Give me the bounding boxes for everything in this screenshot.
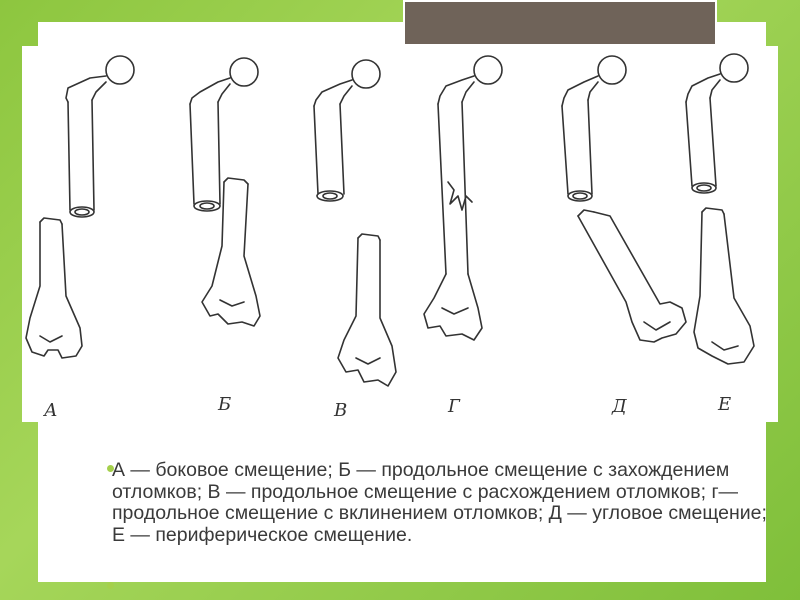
label-g: Г bbox=[448, 396, 460, 417]
bullet-dot-empty bbox=[107, 582, 114, 589]
fracture-displacement-figure bbox=[22, 46, 778, 422]
bone-d bbox=[562, 56, 686, 342]
label-d: Д bbox=[612, 396, 627, 417]
bone-g bbox=[424, 56, 502, 340]
bone-v bbox=[314, 60, 396, 386]
bone-b bbox=[190, 58, 260, 326]
bone-e bbox=[686, 54, 754, 364]
label-a: А bbox=[44, 400, 58, 421]
label-e: Е bbox=[718, 394, 732, 415]
label-v: В bbox=[334, 400, 348, 421]
title-bar bbox=[403, 0, 717, 46]
caption-text: А — боковое смещение; Б — продольное смещение с захождением отломков; В — продольное смещение с расхождением отломков; г— продольное смещение с вклинением отломков; Д — угловое смещение; Е — периферическое смещение. bbox=[112, 459, 767, 546]
bone-a bbox=[26, 56, 134, 358]
label-b: Б bbox=[218, 394, 232, 415]
